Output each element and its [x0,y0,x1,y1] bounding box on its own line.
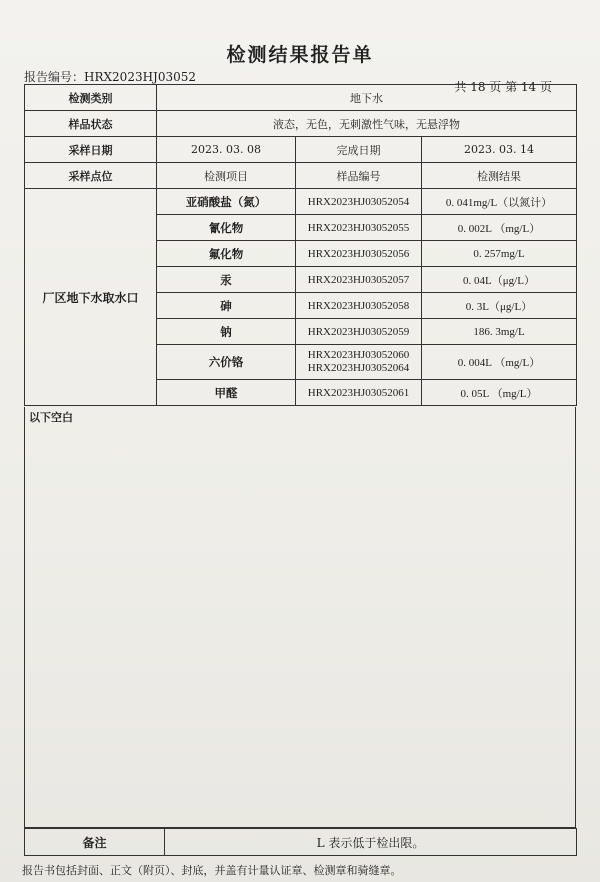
column-header-test-item: 检测项目 [157,163,296,189]
test-result: 0. 257mg/L [422,241,577,267]
blank-note: 以下空白 [29,411,73,424]
sample-number: HRX2023HJ03052056 [296,241,422,267]
sample-state-row [25,111,577,137]
test-item: 钠 [157,319,296,345]
footer-note: 报告书包括封面、正文（附页）、封底，并盖有计量认证章、检测章和骑缝章。 [22,864,402,877]
sample-state-value: 液态，无色，无刺激性气味，无悬浮物 [157,111,577,137]
page-title: 检测结果报告单 [226,44,374,66]
test-result: 0. 004L （mg/L） [422,345,577,380]
test-item: 甲醛 [157,380,296,406]
column-header-row [25,163,577,189]
sample-number: HRX2023HJ03052055 [296,215,422,241]
column-header-sample-number: 样品编号 [296,163,422,189]
test-result: 0. 002L （mg/L） [422,215,577,241]
test-category-value: 地下水 [157,85,577,111]
sample-number: HRX2023HJ03052058 [296,293,422,319]
blank-area [24,407,576,828]
sample-number: HRX2023HJ03052060 [307,349,410,361]
sampling-date-row [25,137,577,163]
test-result: 186. 3mg/L [422,319,577,345]
sample-number: HRX2023HJ03052061 [296,380,422,406]
remarks-table [24,828,577,856]
table-row [25,189,577,215]
remarks-row [25,829,577,856]
test-result: 0. 041mg/L（以氮计） [422,189,577,215]
remarks-value: L 表示低于检出限。 [165,829,577,856]
sample-number: HRX2023HJ03052054 [296,189,422,215]
test-category-row [25,85,577,111]
sample-number-pair [296,345,422,380]
sample-number: HRX2023HJ03052057 [296,267,422,293]
sampling-date-value: 2023. 03. 08 [157,137,296,163]
test-item: 汞 [157,267,296,293]
completion-date-label: 完成日期 [296,137,422,163]
test-item: 砷 [157,293,296,319]
test-result: 0. 04L（μg/L） [422,267,577,293]
test-item: 六价铬 [157,345,296,380]
sample-number: HRX2023HJ03052064 [307,362,410,374]
test-item: 亚硝酸盐（氮） [157,189,296,215]
completion-date-value: 2023. 03. 14 [422,137,577,163]
test-result: 0. 3L（μg/L） [422,293,577,319]
sample-number: HRX2023HJ03052059 [296,319,422,345]
column-header-result: 检测结果 [422,163,577,189]
results-table [24,84,577,406]
test-result: 0. 05L （mg/L） [422,380,577,406]
remarks-label: 备注 [25,829,165,856]
test-item: 氟化物 [157,241,296,267]
page-info: 共 18 页 第 14 页 [454,80,552,94]
test-item: 氰化物 [157,215,296,241]
sampling-point-value: 厂区地下水取水口 [25,189,157,406]
test-category-label: 检测类别 [25,85,157,111]
column-header-sampling-point: 采样点位 [25,163,157,189]
sample-state-label: 样品状态 [25,111,157,137]
sampling-date-label: 采样日期 [25,137,157,163]
report-number: 报告编号：HRX2023HJ03052 [24,70,197,84]
